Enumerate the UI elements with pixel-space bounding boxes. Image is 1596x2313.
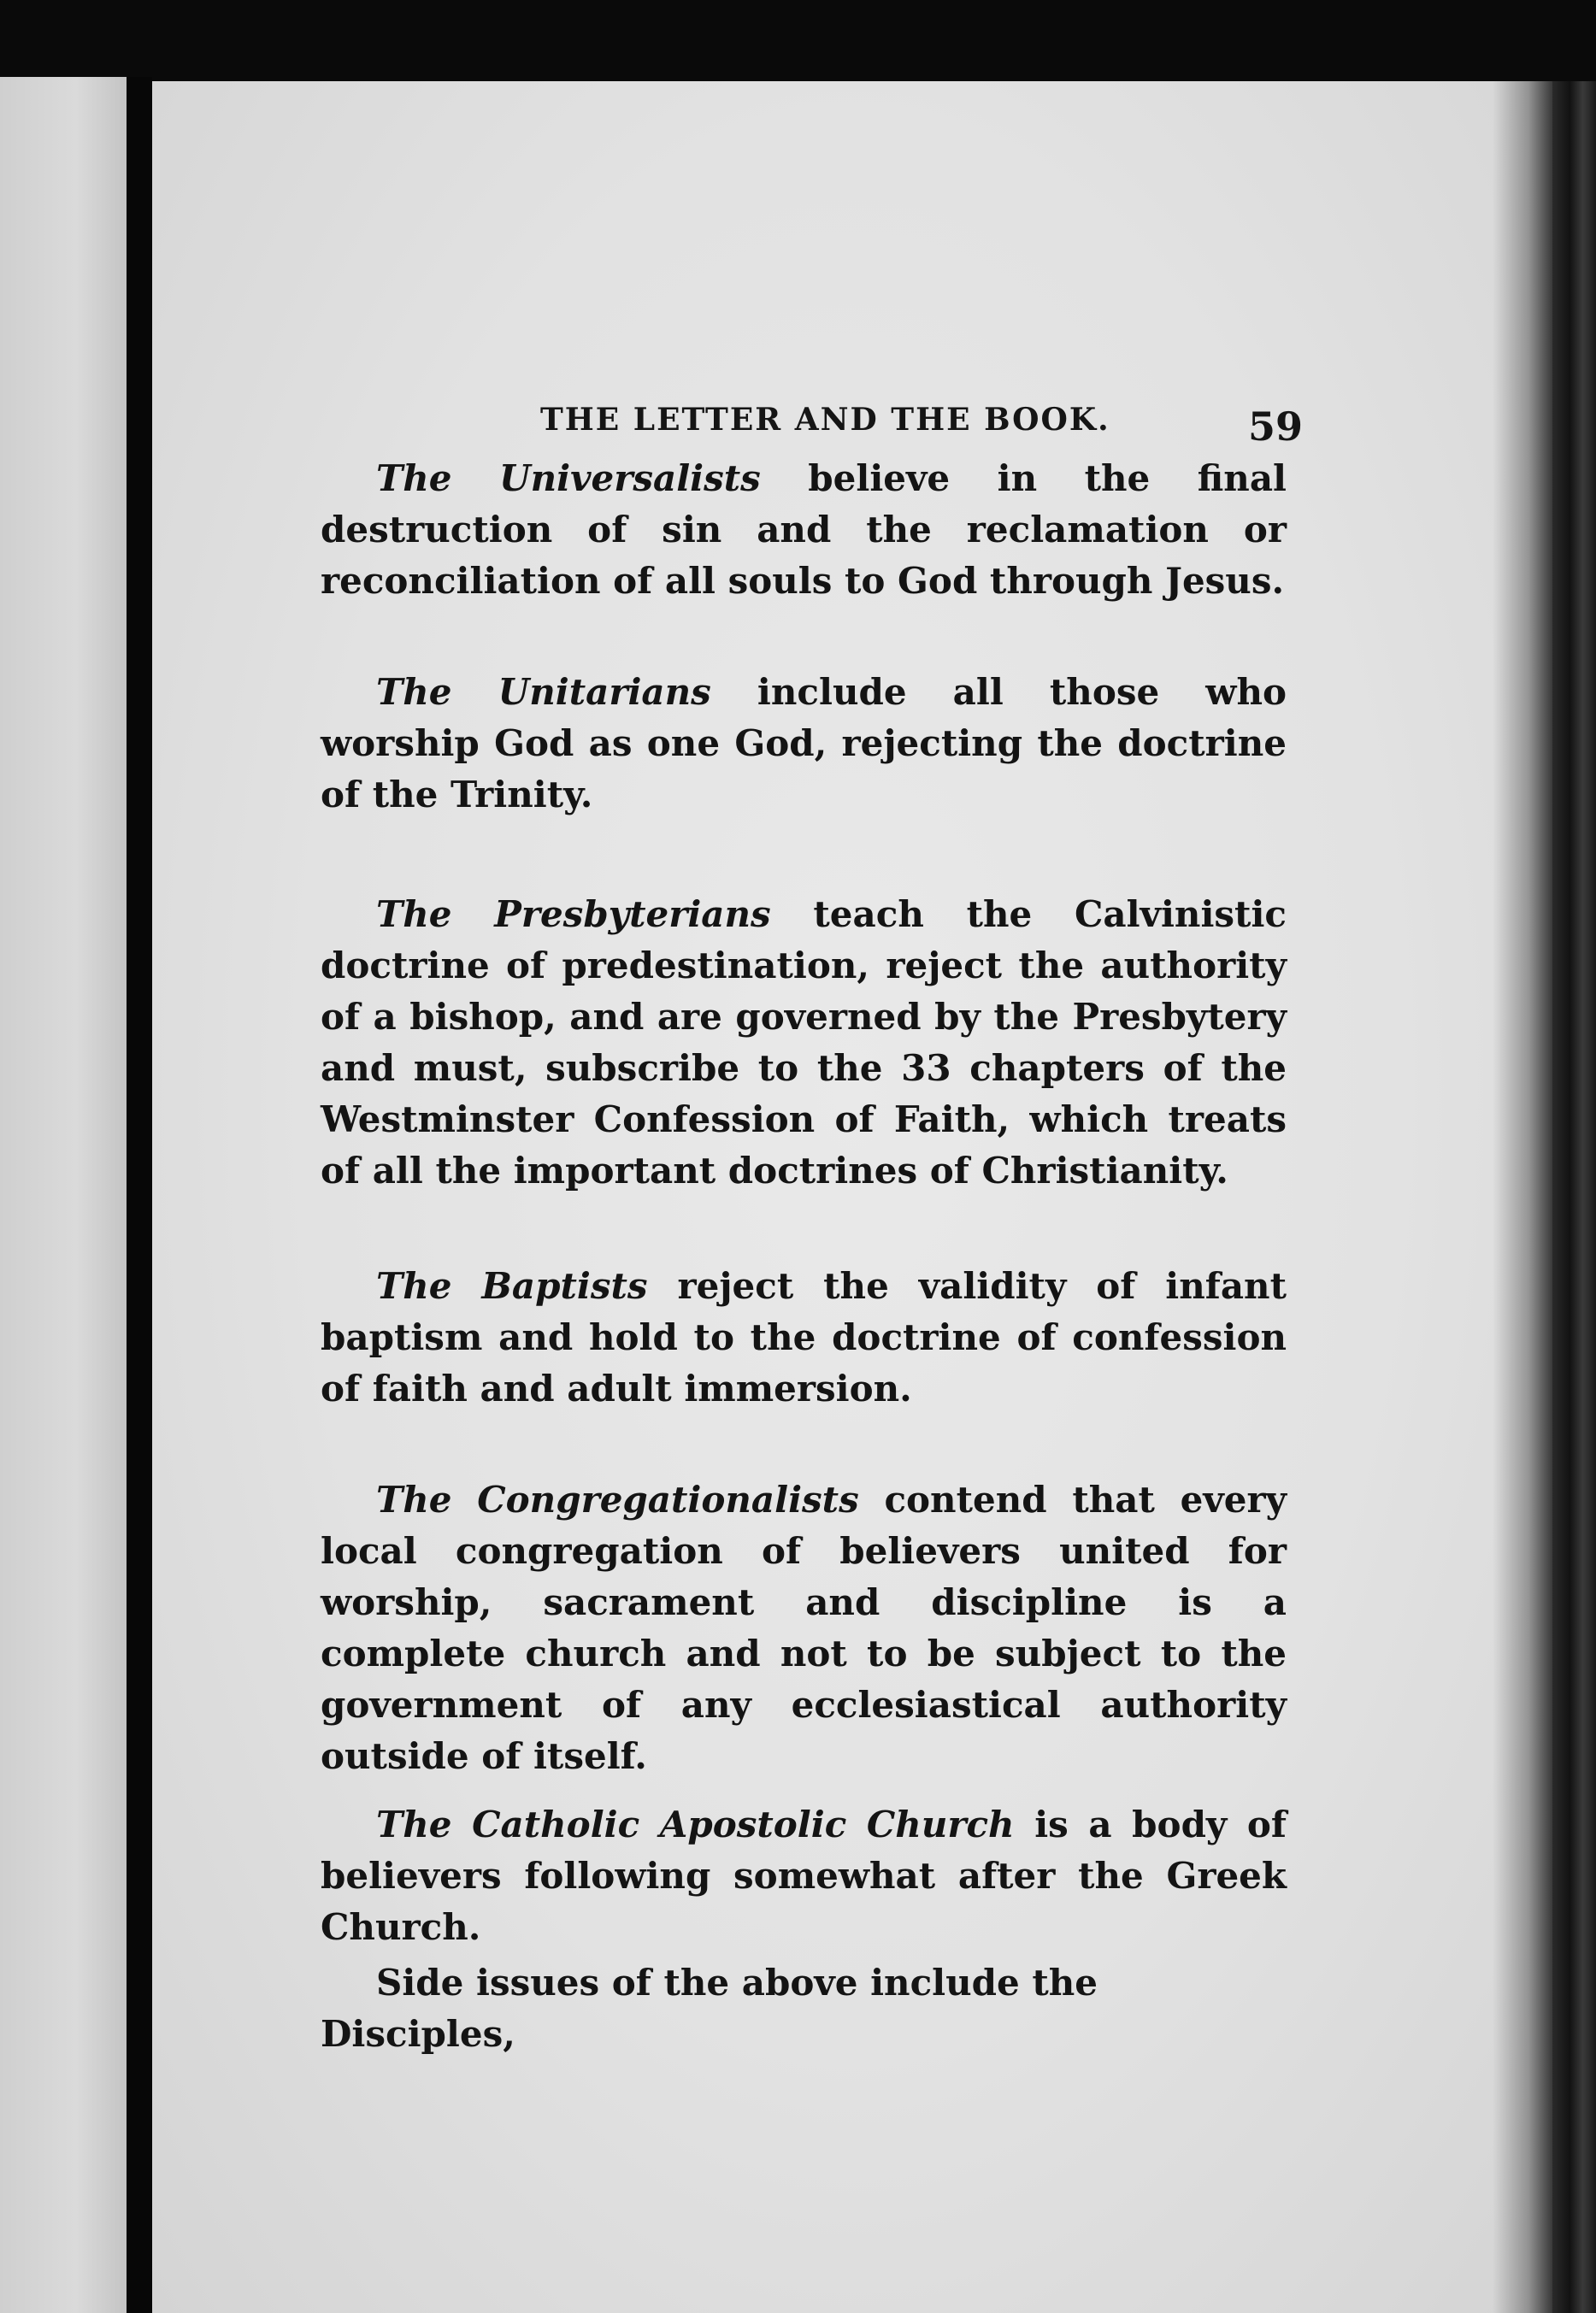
running-head: THE LETTER AND THE BOOK. xyxy=(540,402,1110,438)
paragraph-body: contend that every local congregation of believers united for worship, sacrament and discipline is a complete church and not to be subject to the government of any ecclesiastical authority outside of itself. xyxy=(321,1479,1287,1777)
paragraph-catholic-apostolic xyxy=(321,1799,1287,1953)
paragraph-lead: The Unitarians xyxy=(376,671,711,713)
paragraph-body: reject the validity of infant baptism and hold to the doctrine of confession of faith and adult immersion. xyxy=(321,1265,1287,1410)
page-edge-shadow xyxy=(1493,81,1552,2313)
paragraph-universalists xyxy=(321,453,1287,607)
scan-right-border xyxy=(1552,81,1596,2313)
scan-top-border xyxy=(0,0,1596,85)
page-number: 59 xyxy=(1248,403,1304,450)
paragraph-body: include all those who worship God as one God, rejecting the doctrine of the Trinity. xyxy=(321,671,1287,815)
book-binding-shadow xyxy=(127,77,152,2313)
paragraph-unitarians xyxy=(321,667,1287,821)
paragraph-lead: The Baptists xyxy=(376,1265,648,1307)
paragraph-presbyterians xyxy=(321,889,1287,1197)
paragraph-baptists xyxy=(321,1261,1287,1415)
paragraph-lead: The Catholic Apostolic Church xyxy=(376,1804,1015,1845)
paragraph-congregationalists xyxy=(321,1474,1287,1782)
paragraph-body: teach the Calvinistic doctrine of predestination, reject the authority of a bishop, and are governed by the Presbytery and must, subscribe to the 33 chapters of the Westminster Confession of Faith, which treats of all the important doctrines of Christianity. xyxy=(321,893,1287,1192)
paragraph-lead: The Congregationalists xyxy=(376,1479,859,1521)
paragraph-body: Side issues of the above include the Disciples, xyxy=(321,1962,1098,2055)
facing-page-edge xyxy=(0,77,127,2313)
paragraph-side-issues xyxy=(321,1957,1287,2060)
paragraph-body: believe in the final destruction of sin and the reclamation or reconciliation of all souls to God through Jesus. xyxy=(321,457,1287,602)
paragraph-lead: The Presbyterians xyxy=(376,893,771,935)
paragraph-lead: The Universalists xyxy=(376,457,761,499)
paragraph-body: is a body of believers following somewhat after the Greek Church. xyxy=(321,1804,1287,1948)
